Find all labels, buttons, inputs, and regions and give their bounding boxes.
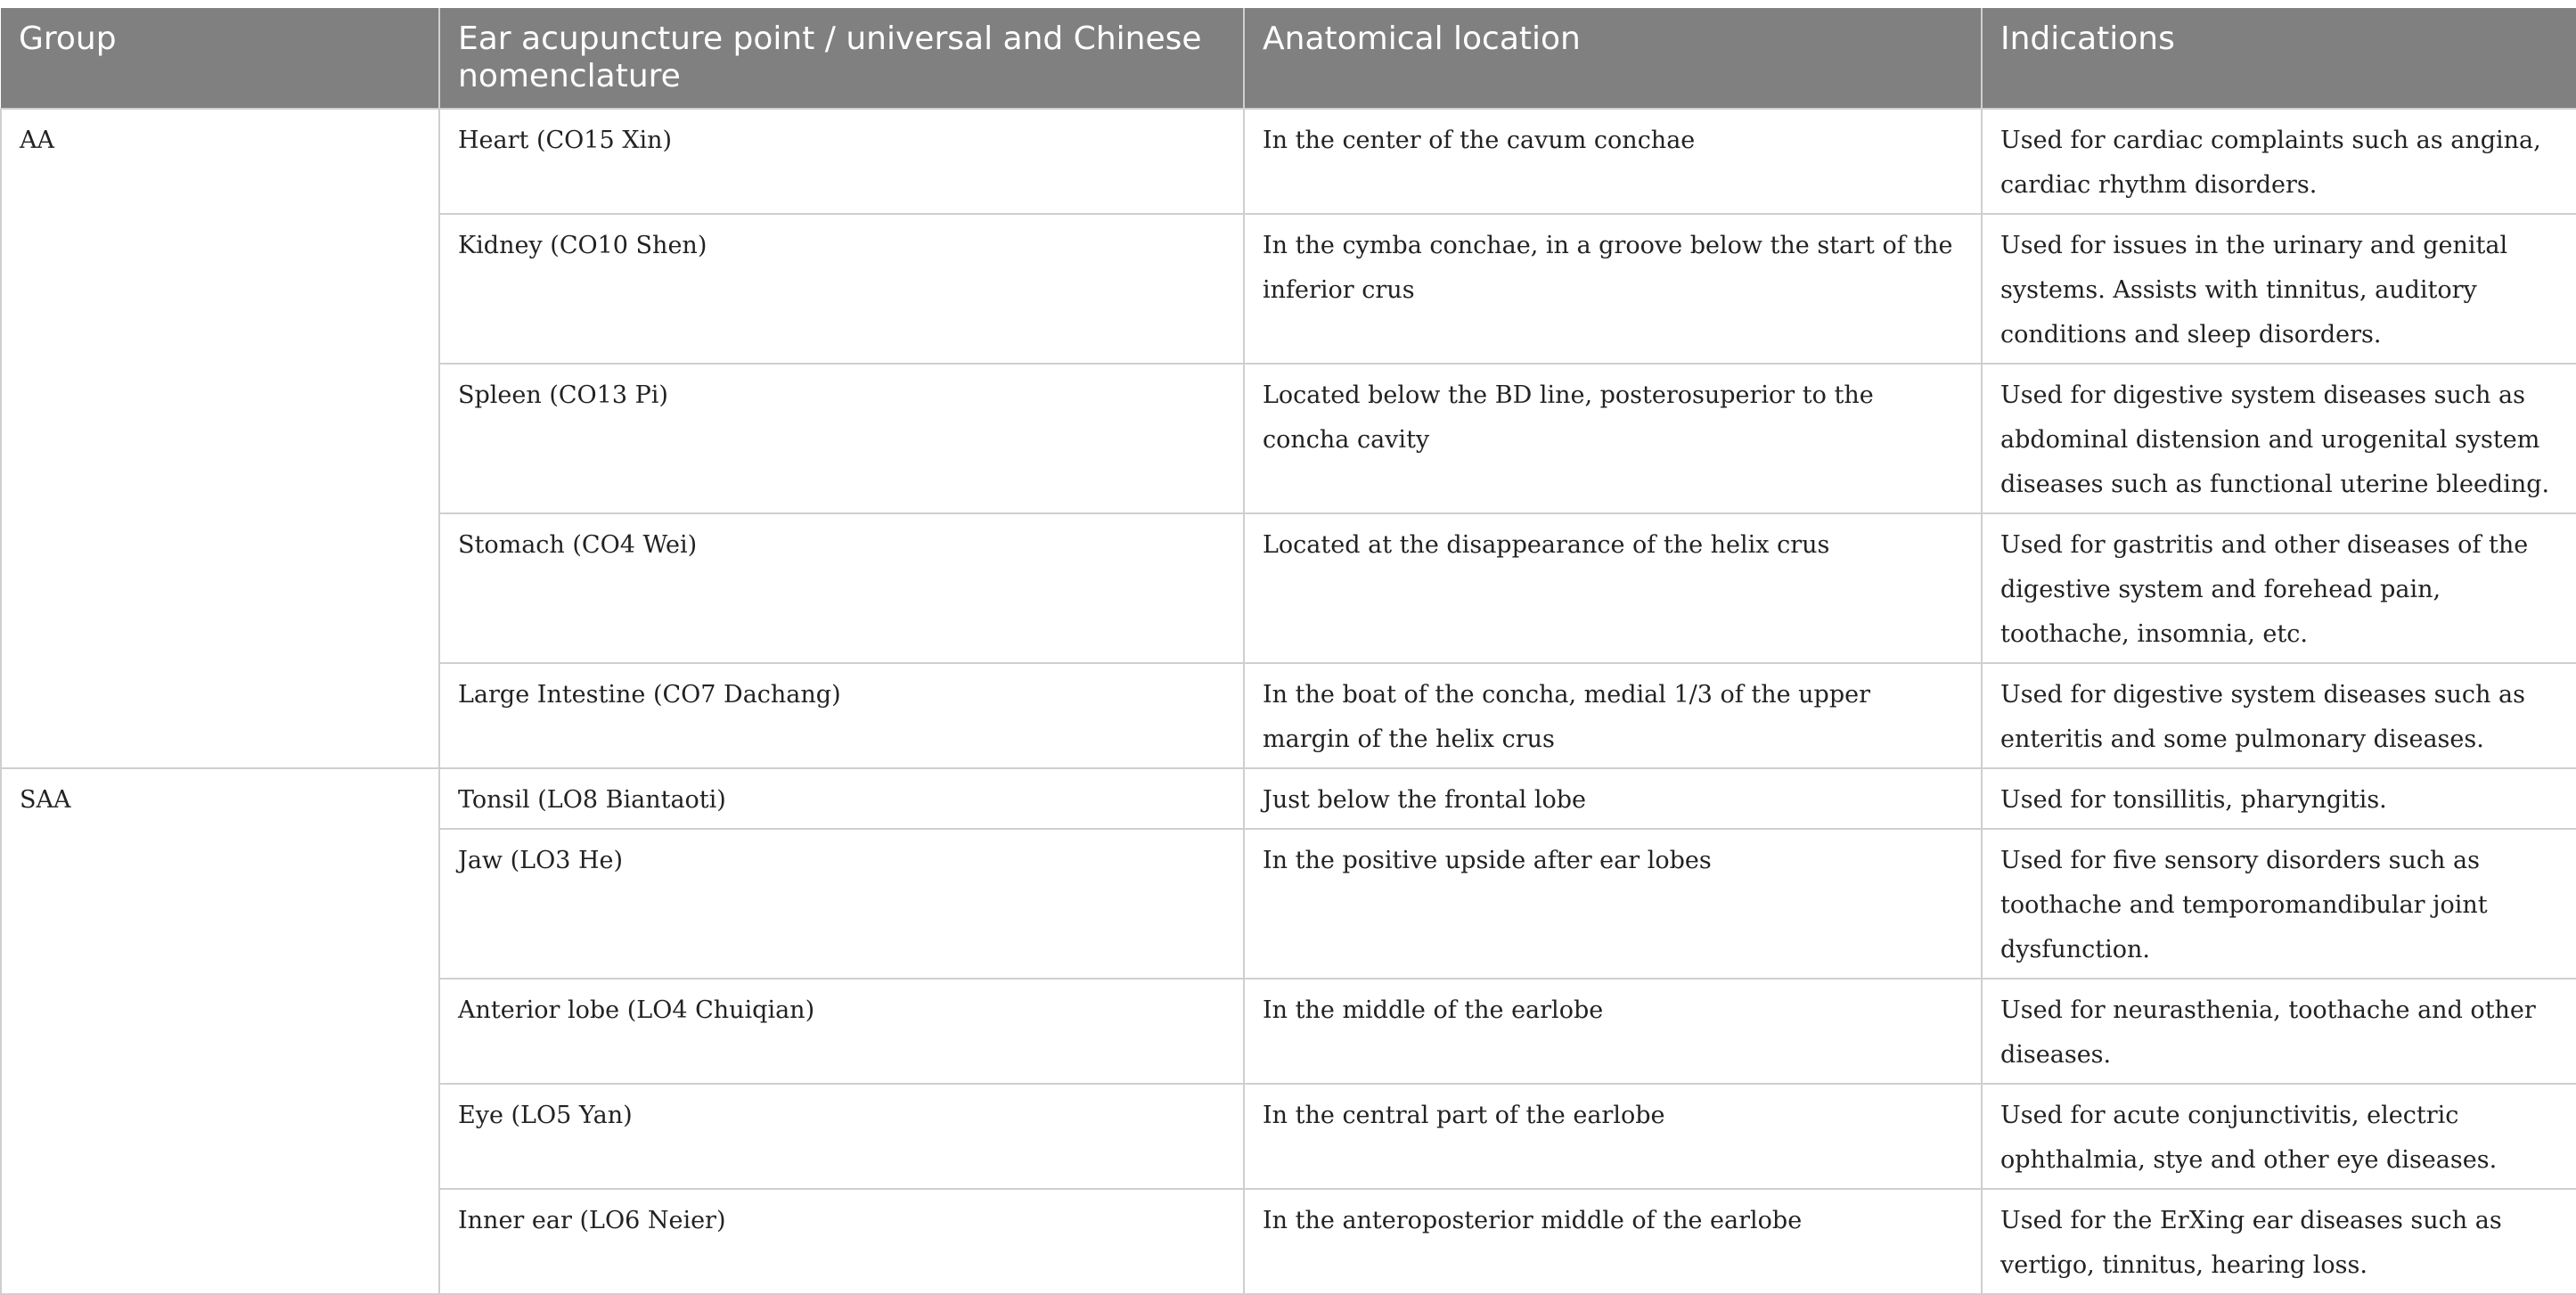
location-cell: In the center of the cavum conchae [1244,109,1982,214]
point-cell: Large Intestine (CO7 Dachang) [439,663,1244,768]
location-cell: Located at the disappearance of the helix crus [1244,513,1982,663]
header-location: Anatomical location [1244,8,1982,109]
location-cell: In the central part of the earlobe [1244,1084,1982,1189]
location-cell: In the anteroposterior middle of the earlobe [1244,1189,1982,1294]
indications-cell: Used for the ErXing ear diseases such as vertigo, tinnitus, hearing loss. [1982,1189,2576,1294]
location-cell: Just below the frontal lobe [1244,768,1982,829]
header-group: Group [1,8,439,109]
point-cell: Spleen (CO13 Pi) [439,364,1244,513]
point-cell: Tonsil (LO8 Biantaoti) [439,768,1244,829]
location-cell: Located below the BD line, posterosuperior to the concha cavity [1244,364,1982,513]
point-cell: Kidney (CO10 Shen) [439,214,1244,364]
table-row [1,109,2576,214]
indications-cell: Used for tonsillitis, pharyngitis. [1982,768,2576,829]
indications-cell: Used for digestive system diseases such as enteritis and some pulmonary diseases. [1982,663,2576,768]
indications-cell: Used for digestive system diseases such as abdominal distension and urogenital system diseases such as functional uterine bleeding. [1982,364,2576,513]
point-cell: Anterior lobe (LO4 Chuiqian) [439,979,1244,1084]
indications-cell: Used for cardiac complaints such as angina, cardiac rhythm disorders. [1982,109,2576,214]
point-cell: Eye (LO5 Yan) [439,1084,1244,1189]
indications-cell: Used for neurasthenia, toothache and other diseases. [1982,979,2576,1084]
location-cell: In the cymba conchae, in a groove below the start of the inferior crus [1244,214,1982,364]
location-cell: In the middle of the earlobe [1244,979,1982,1084]
header-row [1,8,2576,109]
table-body [1,109,2576,1294]
point-cell: Stomach (CO4 Wei) [439,513,1244,663]
group-cell-saa: SAA [1,768,439,1294]
header-point: Ear acupuncture point / universal and Chinese nomenclature [439,8,1244,109]
location-cell: In the positive upside after ear lobes [1244,829,1982,979]
point-cell: Jaw (LO3 He) [439,829,1244,979]
table-row [1,768,2576,829]
acupuncture-table-container [0,8,2576,1295]
group-cell-aa: AA [1,109,439,768]
header-indications: Indications [1982,8,2576,109]
acupuncture-points-table [0,8,2576,1295]
indications-cell: Used for gastritis and other diseases of the digestive system and forehead pain, toothache, insomnia, etc. [1982,513,2576,663]
location-cell: In the boat of the concha, medial 1/3 of the upper margin of the helix crus [1244,663,1982,768]
indications-cell: Used for issues in the urinary and genital systems. Assists with tinnitus, auditory conditions and sleep disorders. [1982,214,2576,364]
point-cell: Inner ear (LO6 Neier) [439,1189,1244,1294]
indications-cell: Used for five sensory disorders such as toothache and temporomandibular joint dysfunction. [1982,829,2576,979]
point-cell: Heart (CO15 Xin) [439,109,1244,214]
indications-cell: Used for acute conjunctivitis, electric ophthalmia, stye and other eye diseases. [1982,1084,2576,1189]
table-header [1,8,2576,109]
